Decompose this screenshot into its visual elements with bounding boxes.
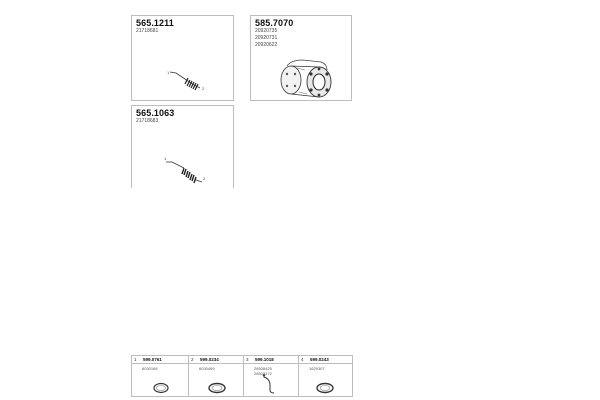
accessory-index: 2 bbox=[191, 357, 194, 362]
accessory-code: 599.0761 bbox=[143, 357, 162, 362]
reference-number: 21718683 bbox=[136, 118, 159, 124]
accessory-header bbox=[299, 356, 352, 364]
accessory-index: 4 bbox=[301, 357, 304, 362]
accessory-cell-1[interactable] bbox=[132, 356, 188, 396]
accessory-index: 1 bbox=[134, 357, 137, 362]
clamp-ring-icon bbox=[152, 382, 170, 394]
reference-number: 20920735 bbox=[255, 28, 278, 34]
accessory-cell-3[interactable] bbox=[243, 356, 298, 396]
accessory-header bbox=[244, 356, 298, 364]
svg-text:2: 2 bbox=[203, 176, 206, 181]
accessory-code: 599.0243 bbox=[310, 357, 329, 362]
part-number: 565.1211 bbox=[136, 18, 174, 28]
svg-text:1: 1 bbox=[167, 70, 170, 75]
accessory-cell-4[interactable] bbox=[298, 356, 352, 396]
part-number: 565.1063 bbox=[136, 108, 175, 118]
accessory-code: 599.1018 bbox=[255, 357, 274, 362]
accessory-ref: 6030168 bbox=[142, 366, 158, 371]
svg-text:2: 2 bbox=[202, 86, 205, 91]
muffler-canister-icon bbox=[277, 56, 337, 100]
reference-number: 21718681 bbox=[136, 28, 159, 34]
accessory-index: 3 bbox=[246, 357, 249, 362]
accessory-ref: 28503172 bbox=[254, 371, 272, 376]
clamp-ring-icon bbox=[207, 382, 227, 394]
part-card-565-1211[interactable] bbox=[131, 15, 234, 101]
accessory-ref: 28508425 bbox=[254, 366, 272, 371]
part-card-585-7070[interactable] bbox=[250, 15, 352, 101]
accessory-ref: 1629307 bbox=[309, 366, 325, 371]
reference-number: 20920622 bbox=[255, 42, 278, 48]
flex-pipe-icon bbox=[162, 154, 212, 188]
accessory-code: 599.0234 bbox=[200, 357, 219, 362]
hanger-rod-icon bbox=[258, 373, 278, 395]
flex-pipe-icon bbox=[164, 68, 214, 98]
accessory-header bbox=[132, 356, 188, 364]
clamp-ring-icon bbox=[315, 382, 335, 394]
svg-text:1: 1 bbox=[164, 156, 167, 161]
accessory-ref: 6030469 bbox=[199, 366, 215, 371]
accessory-strip bbox=[131, 355, 353, 397]
part-number: 585.7070 bbox=[255, 18, 294, 28]
accessory-header bbox=[189, 356, 243, 364]
part-card-565-1063[interactable] bbox=[131, 105, 234, 188]
accessory-cell-2[interactable] bbox=[188, 356, 243, 396]
reference-number: 20920731 bbox=[255, 35, 278, 41]
